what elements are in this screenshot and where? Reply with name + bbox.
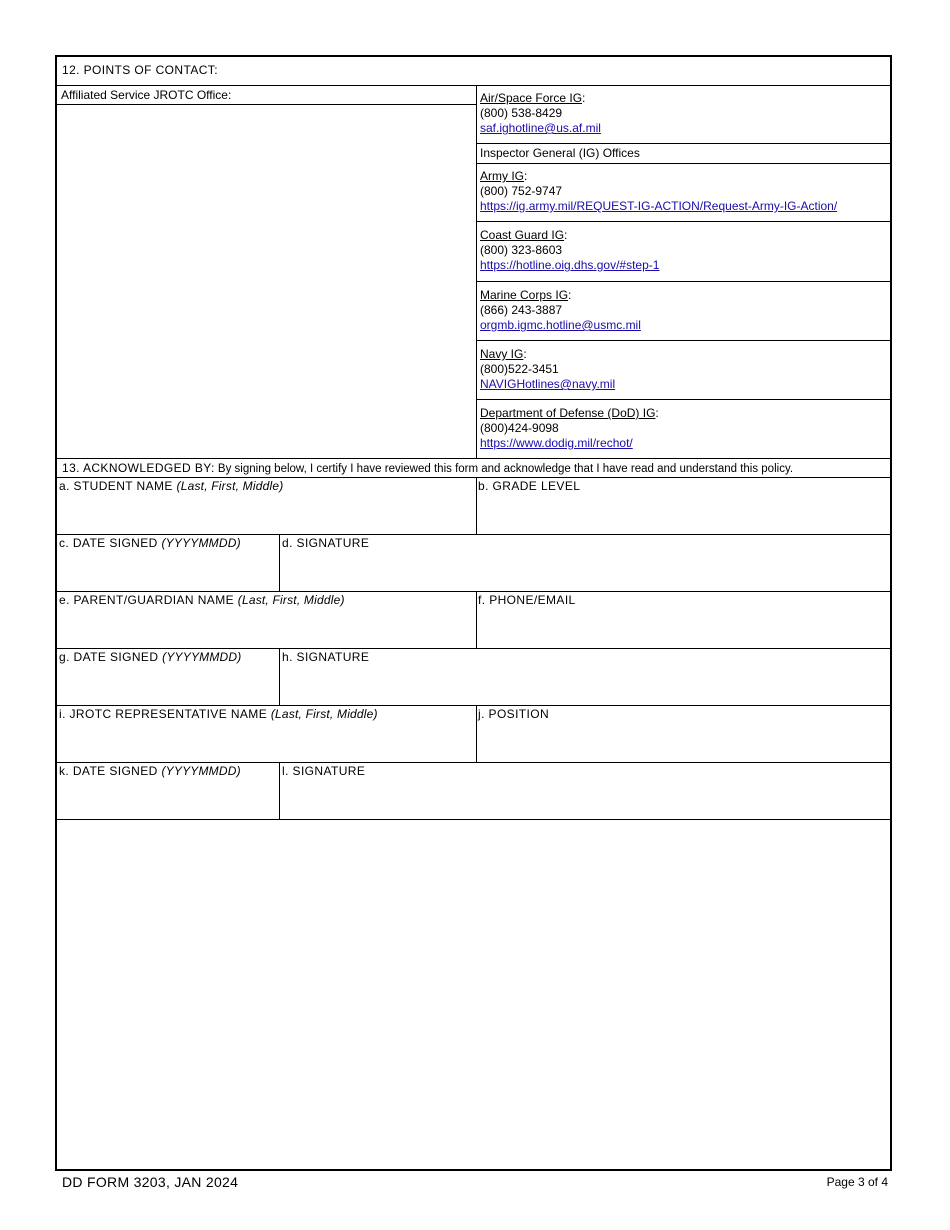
contact-name: Navy IG xyxy=(480,347,524,361)
contact-email-link[interactable]: orgmb.igmc.hotline@usmc.mil xyxy=(480,318,641,332)
student-signature-field[interactable] xyxy=(280,535,892,591)
ig-offices-label: Inspector General (IG) Offices xyxy=(480,146,640,160)
contact-email-link[interactable]: saf.ighotline@us.af.mil xyxy=(480,121,601,135)
student-date-signed-label: c. DATE SIGNED (YYYYMMDD) xyxy=(59,536,241,550)
rep-date-signed-field[interactable] xyxy=(57,763,279,819)
contact-marine-corps: Marine Corps IG: (866) 243-3887 orgmb.igmc.hotline@usmc.mil xyxy=(480,288,641,332)
position-label: j. POSITION xyxy=(478,707,550,721)
contact-air-space-force: Air/Space Force IG: (800) 538-8429 saf.ighotline@us.af.mil xyxy=(480,91,601,135)
contact-url-link[interactable]: https://ig.army.mil/REQUEST-IG-ACTION/Request-Army-IG-Action/ xyxy=(480,199,838,213)
student-signature-label: d. SIGNATURE xyxy=(282,536,370,550)
contact-name: Coast Guard IG xyxy=(480,228,565,242)
form-identifier: DD FORM 3203, JAN 2024 xyxy=(62,1174,239,1190)
affiliated-office-field[interactable] xyxy=(58,105,475,458)
section-12-title: 12. POINTS OF CONTACT: xyxy=(62,63,218,77)
rep-signature-label: l. SIGNATURE xyxy=(282,764,366,778)
parent-date-signed-field[interactable] xyxy=(57,649,279,705)
divider xyxy=(476,281,892,282)
parent-name-label: e. PARENT/GUARDIAN NAME (Last, First, Middle) xyxy=(59,593,345,607)
contact-name: Department of Defense (DoD) IG xyxy=(480,406,656,420)
form-page xyxy=(55,55,892,1171)
position-field[interactable] xyxy=(477,706,892,762)
parent-date-signed-label: g. DATE SIGNED (YYYYMMDD) xyxy=(59,650,242,664)
contact-dod: Department of Defense (DoD) IG: (800)424-9098 https://www.dodig.mil/rechot/ xyxy=(480,406,659,450)
grade-level-label: b. GRADE LEVEL xyxy=(478,479,581,493)
divider xyxy=(476,221,892,222)
contact-phone: (800)424-9098 xyxy=(480,421,559,435)
contact-phone: (800) 752-9747 xyxy=(480,184,563,198)
contact-phone: (800) 323-8603 xyxy=(480,243,563,257)
contact-army: Army IG: (800) 752-9747 https://ig.army.mil/REQUEST-IG-ACTION/Request-Army-IG-Action/ xyxy=(480,169,838,213)
rep-signature-field[interactable] xyxy=(280,763,892,819)
blank-area xyxy=(57,820,892,1169)
section-13-header xyxy=(62,461,793,475)
contact-name: Air/Space Force IG xyxy=(480,91,583,105)
contact-name: Marine Corps IG xyxy=(480,288,569,302)
contact-name: Army IG xyxy=(480,169,524,183)
parent-name-field[interactable] xyxy=(57,592,476,648)
rep-date-signed-label: k. DATE SIGNED (YYYYMMDD) xyxy=(59,764,241,778)
divider xyxy=(476,399,892,400)
contact-phone: (800) 538-8429 xyxy=(480,106,563,120)
phone-email-label: f. PHONE/EMAIL xyxy=(478,593,576,607)
divider xyxy=(476,340,892,341)
divider xyxy=(476,163,892,164)
contact-coast-guard: Coast Guard IG: (800) 323-8603 https://hotline.oig.dhs.gov/#step-1 xyxy=(480,228,660,272)
contact-phone: (800)522-3451 xyxy=(480,362,559,376)
student-name-label: a. STUDENT NAME (Last, First, Middle) xyxy=(59,479,284,493)
contact-url-link[interactable]: https://www.dodig.mil/rechot/ xyxy=(480,436,633,450)
jrotc-rep-name-label: i. JROTC REPRESENTATIVE NAME (Last, First, Middle) xyxy=(59,707,378,721)
parent-signature-label: h. SIGNATURE xyxy=(282,650,370,664)
contact-navy: Navy IG: (800)522-3451 NAVIGHotlines@navy.mil xyxy=(480,347,616,391)
contact-phone: (866) 243-3887 xyxy=(480,303,563,317)
student-date-signed-field[interactable] xyxy=(57,535,279,591)
jrotc-rep-name-field[interactable] xyxy=(57,706,476,762)
parent-signature-field[interactable] xyxy=(280,649,892,705)
affiliated-office-label: Affiliated Service JROTC Office: xyxy=(61,88,232,102)
divider xyxy=(476,143,892,144)
divider xyxy=(57,458,892,459)
section-13-statement: By signing below, I certify I have reviewed this form and acknowledge that I have read and understand this policy. xyxy=(217,463,794,475)
section-13-title: 13. ACKNOWLEDGED BY: xyxy=(62,461,215,475)
grade-level-field[interactable] xyxy=(477,478,892,534)
contact-email-link[interactable]: NAVIGHotlines@navy.mil xyxy=(480,377,616,391)
divider xyxy=(476,85,477,459)
phone-email-field[interactable] xyxy=(477,592,892,648)
divider xyxy=(57,85,892,86)
student-name-field[interactable] xyxy=(57,478,476,534)
contact-url-link[interactable]: https://hotline.oig.dhs.gov/#step-1 xyxy=(480,258,660,272)
page-number: Page 3 of 4 xyxy=(826,1175,888,1189)
